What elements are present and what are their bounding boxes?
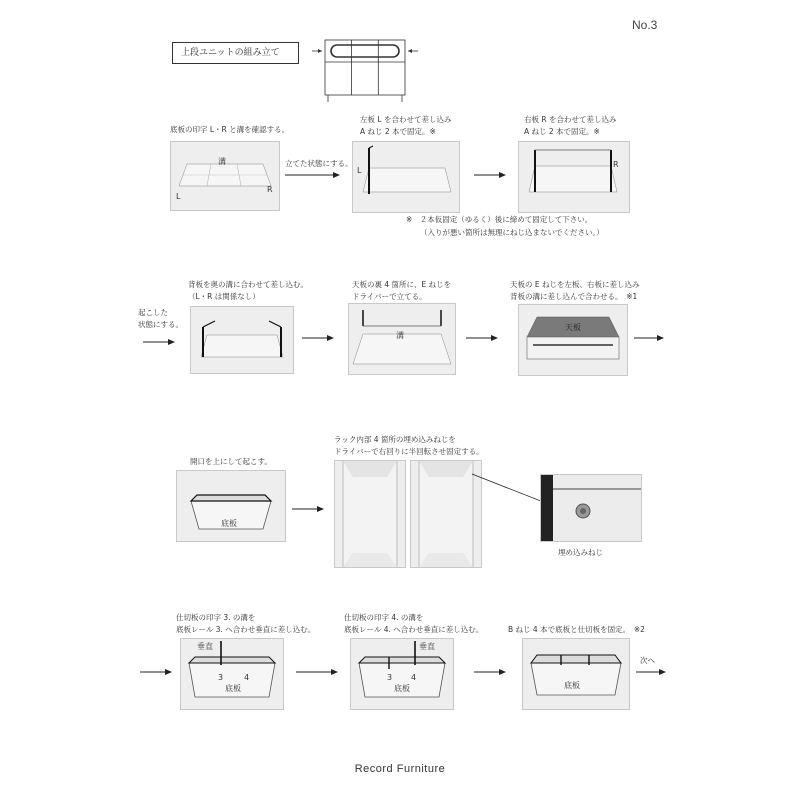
row2-step1-caption-2: （L・R は関係なし） xyxy=(188,292,260,301)
row4-arrow-next xyxy=(636,667,666,677)
row1-step1-r-label: R xyxy=(267,185,273,194)
row4-step1-vertical-label: 垂直 xyxy=(197,642,213,651)
row4-step2-caption-1: 仕切板の印字 4. の溝を xyxy=(344,613,424,622)
row1-step2-caption-1: 左板 L を合わせて差し込み xyxy=(360,115,452,124)
row4-step2-bottom-label: 底板 xyxy=(394,684,410,693)
row1-arrow-2 xyxy=(474,170,506,180)
row1-note-1: ※ ２本仮固定（ゆるく）後に締めて固定して下さい。 xyxy=(406,215,593,224)
row3-step1-photo xyxy=(176,470,286,542)
row4-step3-bottom-label: 底板 xyxy=(564,681,580,690)
row3-detail-photo xyxy=(540,474,642,542)
page-number: No.3 xyxy=(632,18,658,32)
row4-step1-bottom-label: 底板 xyxy=(225,684,241,693)
row4-step3-photo xyxy=(522,638,630,710)
row4-step2-vertical-label: 垂直 xyxy=(419,642,435,651)
row1-step1-groove-label: 溝 xyxy=(218,157,226,166)
row2-side-text-2: 状態にする。 xyxy=(138,320,183,329)
row1-note-2: （入りが悪い箇所は無理にねじ込まないでください。） xyxy=(420,228,604,237)
row4-step2-caption-2: 底板レール 4. へ合わせ垂直に差し込む。 xyxy=(344,625,484,634)
row3-step1-caption: 開口を上にして起こす。 xyxy=(190,457,272,466)
row2-step2-caption-2: ドライバーで立てる。 xyxy=(352,292,427,301)
row2-step3-top-label: 天板 xyxy=(565,323,581,332)
row4-step2-num4: 4 xyxy=(411,673,417,682)
row3-step1-bottom-label: 底板 xyxy=(221,519,237,528)
row1-step3-caption-1: 右板 R を合わせて差し込み xyxy=(524,115,617,124)
row1-step1-caption: 底板の印字 L・R と溝を確認する。 xyxy=(170,125,290,134)
row2-step3-photo xyxy=(518,304,628,376)
row1-step3-photo xyxy=(518,141,630,213)
row2-step3-caption-2: 背板の溝に差し込んで合わせる。 ※1 xyxy=(510,292,638,301)
row4-step1-caption-1: 仕切板の印字 3. の溝を xyxy=(176,613,256,622)
row4-step1-caption-2: 底板レール 3. へ合わせ垂直に差し込む。 xyxy=(176,625,316,634)
row2-step2-caption-1: 天板の裏 4 箇所に、E ねじを xyxy=(352,280,452,289)
row2-arrow-1 xyxy=(302,333,334,343)
row2-side-text-1: 起こした xyxy=(138,308,168,317)
row2-step3-caption-1: 天板の E ねじを左板、右板に差し込み xyxy=(510,280,640,289)
section-title: 上段ユニットの組み立て xyxy=(172,42,299,64)
row1-step3-caption-2: A ねじ 2 本で固定。※ xyxy=(524,127,600,136)
row3-arrow-1 xyxy=(292,504,324,514)
row3-step2-caption-1: ラック内部 4 箇所の埋め込みねじを xyxy=(334,435,456,444)
row1-step2-photo xyxy=(352,141,460,213)
row4-step2-num3: 3 xyxy=(387,673,393,682)
row4-step1-photo xyxy=(180,638,284,710)
row2-arrow-out xyxy=(634,333,664,343)
row2-arrow-in xyxy=(143,337,175,347)
row2-step1-photo xyxy=(190,306,294,374)
row1-step1-photo xyxy=(170,141,280,211)
row4-step2-photo xyxy=(350,638,454,710)
row2-arrow-2 xyxy=(466,333,498,343)
row4-step1-num3: 3 xyxy=(218,673,224,682)
row4-step1-num4: 4 xyxy=(244,673,250,682)
row4-arrow-2 xyxy=(474,667,506,677)
row4-arrow-in xyxy=(140,667,172,677)
row1-step3-r-label: R xyxy=(613,160,619,169)
row1-step2-caption-2: A ねじ 2 本で固定。※ xyxy=(360,127,436,136)
row1-arrow-1 xyxy=(285,170,340,180)
row2-step1-caption-1: 背板を奥の溝に合わせて差し込む。 xyxy=(188,280,308,289)
row3-step2-caption-2: ドライバーで右回りに半回転させ固定する。 xyxy=(334,447,484,456)
row4-step3-caption: B ねじ 4 本で底板と仕切板を固定。 ※2 xyxy=(508,625,645,634)
row2-step2-groove-label: 溝 xyxy=(396,331,404,340)
footer-brand: Record Furniture xyxy=(354,763,446,775)
row4-next-text: 次へ xyxy=(640,656,655,665)
row1-step2-l-label: L xyxy=(357,166,362,175)
row3-detail-caption: 埋め込みねじ xyxy=(558,548,603,557)
row3-step2-photo-left xyxy=(334,460,406,568)
row1-step1-l-label: L xyxy=(176,192,181,201)
cabinet-diagram xyxy=(312,38,418,104)
row4-arrow-1 xyxy=(296,667,338,677)
row1-between-text: 立てた状態にする。 xyxy=(285,159,353,168)
